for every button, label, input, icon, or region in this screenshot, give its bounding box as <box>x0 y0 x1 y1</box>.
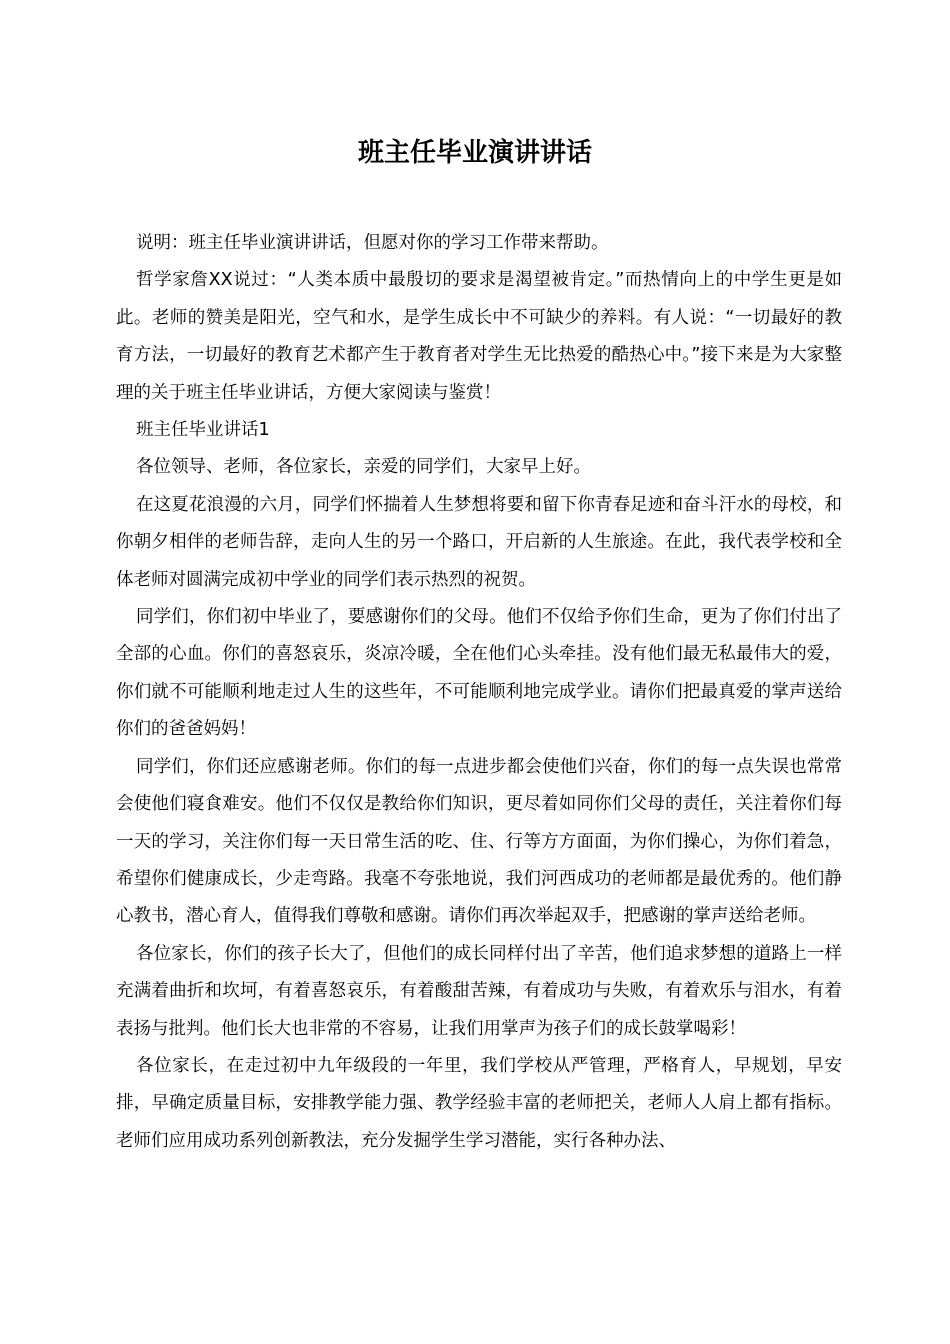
document-title: 班主任毕业演讲讲话 <box>357 138 592 168</box>
speech-paragraph: 在这夏花浪漫的六月，同学们怀揣着人生梦想将要和留下你青春足迹和奋斗汗水的母校，和你朝夕相伴的老师告辞，走向人生的另一个路口，开启新的人生旅途。在此，我代表学校和全体老师对圆满完成初中学业的同学们表示热烈的祝贺。 <box>116 494 842 590</box>
speech-paragraph: 各位家长，在走过初中九年级段的一年里，我们学校从严管理，严格育人，早规划，早安排，早确定质量目标，安排教学能力强、教学经验丰富的老师把关，老师人人肩上都有指标。老师们应用成功系列创新教法，充分发掘学生学习潜能，实行各种办法、 <box>116 1055 842 1151</box>
speech-paragraph: 同学们，你们还应感谢老师。你们的每一点进步都会使他们兴奋，你们的每一点失误也常常会使他们寝食难安。他们不仅仅是教给你们知识，更尽着如同你们父母的责任，关注着你们每一天的学习，关注你们每一天日常生活的吃、住、行等方方面面，为你们操心，为你们着急，希望你们健康成长，少走弯路。我毫不夸张地说，我们河西成功的老师都是最优秀的。他们静心教书，潜心育人，值得我们尊敬和感谢。请你们再次举起双手，把感谢的掌声送给老师。 <box>116 756 842 927</box>
speech-paragraph: 同学们，你们初中毕业了，要感谢你们的父母。他们不仅给予你们生命，更为了你们付出了全部的心血。你们的喜怒哀乐，炎凉冷暖，全在他们心头牵挂。没有他们最无私最伟大的爱，你们就不可能顺利地走过人生的这些年，不可能顺利地完成学业。请你们把最真爱的掌声送给你们的爸爸妈妈！ <box>116 607 842 740</box>
section-heading: 班主任毕业讲话1 <box>136 420 270 441</box>
greeting-paragraph: 各位领导、老师，各位家长，亲爱的同学们，大家早上好。 <box>136 457 591 478</box>
document-body <box>116 225 842 1160</box>
intro-note: 说明：班主任毕业演讲讲话，但愿对你的学习工作带来帮助。 <box>136 233 609 253</box>
philosopher-quote-paragraph: 哲学家詹XX说过：“人类本质中最殷切的要求是渴望被肯定。”而热情向上的中学生更是如此。老师的赞美是阳光，空气和水，是学生成长中不可缺少的养料。有人说：“一切最好的教育方法，一切最好的教育艺术都产生于教育者对学生无比热爱的酷热心中。”接下来是为大家整理的关于班主任毕业讲话，方便大家阅读与鉴赏！ <box>116 270 842 403</box>
speech-paragraph: 各位家长，你们的孩子长大了，但他们的成长同样付出了辛苦，他们追求梦想的道路上一样充满着曲折和坎坷，有着喜怒哀乐，有着酸甜苦辣，有着成功与失败，有着欢乐与泪水，有着表扬与批判。他们长大也非常的不容易，让我们用掌声为孩子们的成长鼓掌喝彩！ <box>116 943 842 1039</box>
